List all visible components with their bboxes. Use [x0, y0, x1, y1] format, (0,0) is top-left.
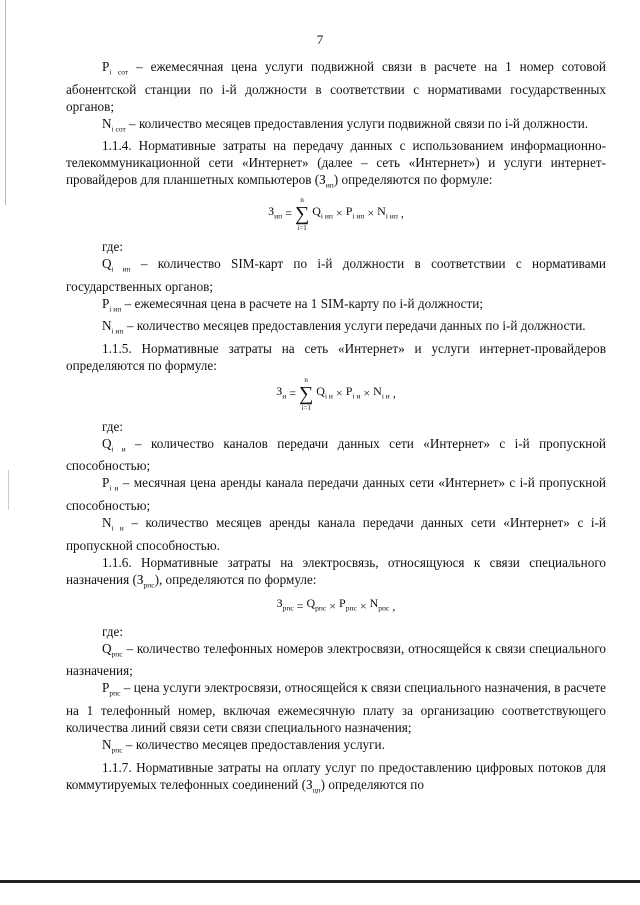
sum-sign [295, 196, 309, 232]
subscript: i сот [111, 124, 126, 134]
formula-variable [276, 383, 286, 404]
paragraph-text: – ежемесячная цена в расчете на 1 SIM-карту по i-й должности; [121, 295, 484, 311]
paragraph [66, 640, 606, 680]
paragraph [66, 295, 606, 318]
paragraph [66, 255, 606, 295]
sigma-icon: ∑ [299, 382, 314, 405]
page-number: 7 [316, 32, 324, 47]
variable-symbol: N [373, 384, 382, 399]
subscript: i и [111, 523, 124, 533]
paragraph-text: где: [102, 418, 123, 434]
paragraph-text: где: [102, 238, 123, 254]
paragraph [102, 418, 606, 435]
subscript: рпс [315, 603, 327, 613]
paragraph [66, 554, 606, 594]
paragraph [66, 474, 606, 514]
paragraph-text: – количество каналов передачи данных сети «Интернет» с i-й пропускной способностью; [66, 435, 606, 474]
formula-variable [346, 203, 365, 224]
formula-operator: × [359, 598, 367, 613]
subscript: цп [312, 785, 321, 795]
paragraph-text: – количество телефонных номеров электросвязи, относящейся к связи специального назначения; [66, 640, 606, 679]
formula-variable [312, 203, 333, 224]
scan-edge-line [5, 0, 6, 205]
variable-symbol: З [268, 204, 275, 219]
paragraph [66, 58, 606, 115]
paragraph-text: ), определяются по формуле: [154, 571, 317, 587]
variable-symbol: З [276, 384, 283, 399]
subscript: i ип [320, 211, 333, 221]
subscript: i ип [109, 304, 122, 314]
paragraph-text: – количество месяцев предоставления услуги подвижной связи по i-й должности. [125, 115, 589, 131]
formula-operator: = [285, 206, 292, 221]
subscript: i ип [385, 211, 398, 221]
subscript: i и [352, 391, 361, 401]
subscript: i ип [111, 326, 124, 336]
subscript: и [282, 391, 287, 401]
formula-variable [277, 595, 294, 616]
formula-variable [377, 203, 398, 224]
paragraph-text: 1.1.4. Нормативные затраты на передачу данных с использованием информационно-телекоммуникационной сети «Интернет» (далее – сеть «Интернет») и услуги интернет-провайдеров для планшетных компьютеров (З [66, 138, 606, 188]
paragraph-text: 1.1.6. Нормативные затраты на электросвязь, относящуюся к связи специального назначения (З [66, 554, 606, 587]
paragraph [66, 115, 606, 138]
paragraph-text: – месячная цена аренды канала передачи данных сети «Интернет» с i-й пропускной способностью; [66, 475, 606, 514]
formula-variable [316, 383, 333, 404]
paragraph-text: ) определяются по формуле: [333, 172, 493, 188]
scan-edge-line [8, 470, 9, 510]
subscript: ип [325, 180, 334, 190]
formula-operator: × [335, 386, 343, 401]
formula [66, 376, 606, 412]
variable-symbol: N [102, 515, 112, 531]
document-body [66, 58, 606, 798]
formula-variable [307, 595, 327, 616]
subscript: i сот [109, 67, 129, 77]
paragraph [66, 736, 606, 759]
variable-symbol: З [276, 596, 283, 611]
formula-variable [339, 595, 357, 616]
paragraph [102, 623, 606, 640]
paragraph-text: – количество месяцев аренды канала передачи данных сети «Интернет» с i-й пропускной способностью. [66, 515, 606, 553]
variable-symbol: Q [312, 204, 321, 219]
formula-operator: , [392, 598, 396, 613]
subscript: рпс [111, 649, 123, 659]
formula-operator: × [329, 598, 337, 613]
formula-variable [346, 383, 361, 404]
variable-symbol: Q [102, 435, 112, 451]
subscript: рпс [282, 603, 294, 613]
formula-variable [268, 203, 282, 224]
variable-symbol: Q [316, 384, 325, 399]
paragraph-text: где: [102, 623, 123, 639]
variable-symbol: P [339, 596, 346, 611]
variable-symbol: Q [102, 640, 112, 656]
paragraph [66, 514, 606, 554]
formula-operator: × [363, 386, 371, 401]
paragraph [66, 340, 606, 374]
sum-upper-limit: n [300, 195, 304, 204]
sigma-icon: ∑ [294, 202, 310, 225]
sum-upper-limit: n [304, 375, 308, 384]
subscript: i ип [111, 264, 131, 274]
variable-symbol: Q [102, 255, 112, 271]
paragraph-text: ) определяются по [320, 776, 424, 792]
subscript: рпс [345, 603, 357, 613]
subscript: i ип [352, 211, 365, 221]
paragraph-text: – количество месяцев предоставления услуги. [122, 737, 385, 753]
variable-symbol: N [369, 596, 379, 611]
page-bottom-border [0, 880, 640, 883]
formula-operator: = [296, 598, 304, 613]
subscript: i и [324, 391, 333, 401]
subscript: ип [274, 211, 283, 221]
subscript: i и [381, 391, 390, 401]
subscript: рпс [378, 603, 390, 613]
paragraph [66, 679, 606, 736]
subscript: рпс [143, 580, 155, 590]
subscript: i и [109, 484, 119, 494]
formula-operator: × [335, 206, 343, 221]
formula-variable [370, 595, 390, 616]
variable-symbol: P [102, 680, 110, 696]
paragraph [102, 238, 606, 255]
variable-symbol: P [102, 475, 110, 491]
paragraph-text: – цена услуги электросвязи, относящейся к связи специального назначения, в расчете на 1 телефонный номер, включая ежемесячную плату за организацию соответствующего количества линий связи сети связи специального назначения; [66, 680, 606, 736]
formula [66, 196, 606, 232]
variable-symbol: P [345, 384, 353, 399]
variable-symbol: P [102, 59, 110, 74]
variable-symbol: N [377, 204, 386, 219]
variable-symbol: N [102, 318, 112, 334]
formula-operator: , [400, 206, 404, 221]
sum-lower-limit: i=1 [301, 403, 311, 412]
formula-operator: , [392, 386, 396, 401]
paragraph [66, 317, 606, 340]
paragraph-text: 1.1.7. Нормативные затраты на оплату услуг по предоставлению цифровых потоков для коммутируемых телефонных соединений (З [66, 759, 606, 792]
sum-sign [299, 376, 313, 412]
formula-operator: × [367, 206, 375, 221]
variable-symbol: P [102, 295, 110, 311]
paragraph-text: – ежемесячная цена услуги подвижной связи в расчете на 1 номер сотовой абонентской станции по i-й должности в соответствии с нормативами государственных органов; [66, 59, 606, 114]
subscript: i и [111, 444, 126, 454]
paragraph [66, 435, 606, 475]
paragraph-text: – количество SIM-карт по i-й должности в соответствии с нормативами государственных органов; [66, 255, 606, 294]
variable-symbol: P [345, 204, 353, 219]
variable-symbol: N [102, 737, 112, 753]
variable-symbol: Q [306, 596, 316, 611]
variable-symbol: N [102, 115, 112, 131]
subscript: рпс [109, 689, 121, 699]
paragraph [66, 759, 606, 799]
formula-variable [373, 383, 390, 404]
formula-operator: = [289, 386, 296, 401]
paragraph [66, 137, 606, 194]
sum-lower-limit: i=1 [297, 223, 307, 232]
subscript: рпс [111, 745, 123, 755]
formula [66, 595, 606, 616]
paragraph-text: 1.1.5. Нормативные затраты на сеть «Интернет» и услуги интернет-провайдеров определяются по формуле: [66, 340, 606, 373]
paragraph-text: – количество месяцев предоставления услуги передачи данных по i-й должности. [123, 318, 586, 334]
